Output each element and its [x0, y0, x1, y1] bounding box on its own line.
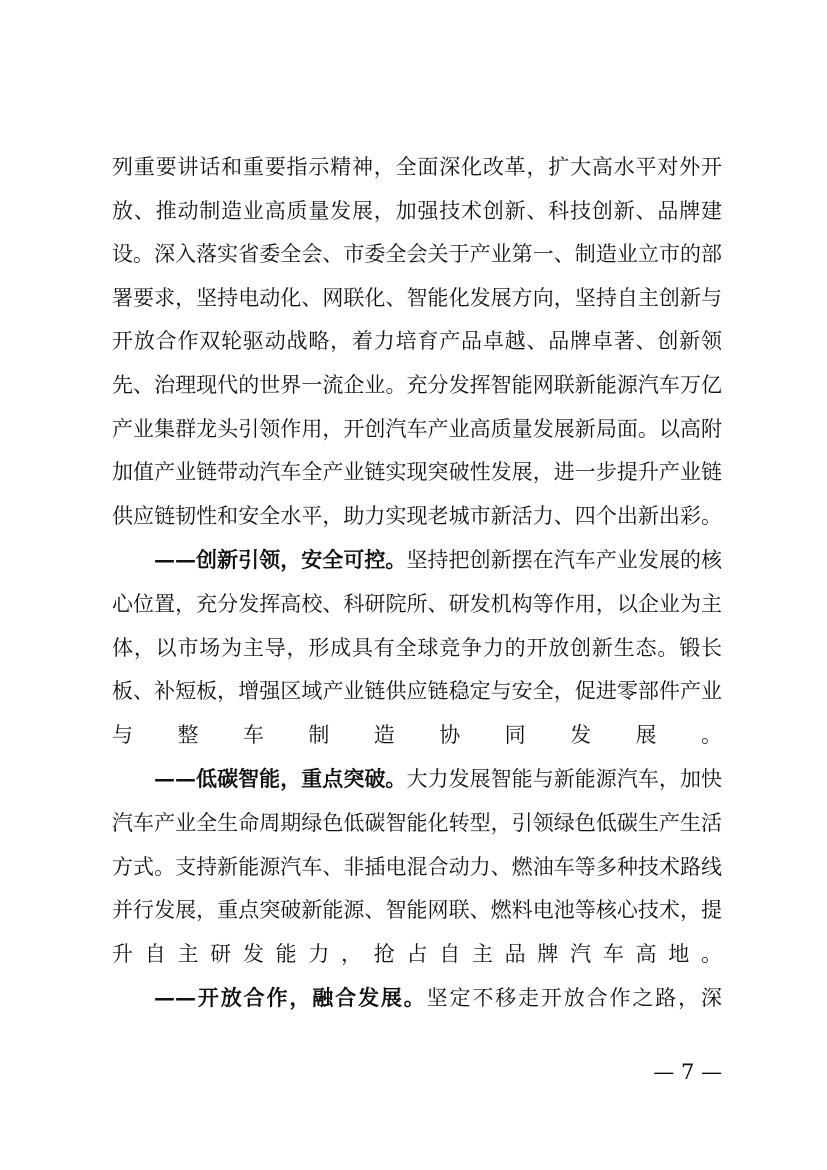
- text-line: 破性发展，进一步提升产业链供应链韧性和安全水平，助力实: [112, 460, 723, 528]
- text-line: 坚持把创新摆在汽车产业发展: [406, 548, 680, 573]
- page-number: — 7 —: [653, 1060, 722, 1084]
- text-line: 生产生活方式。支持新能源汽车、非插电混合动力、燃油车等: [112, 810, 722, 879]
- text-line: 多种技术路线并行发展，重点突破新能源、智能网联、燃料电: [112, 854, 723, 923]
- text-line: 列重要讲话和重要指示精神，全面深化改革，扩大高水平对外: [112, 155, 701, 179]
- principle-paragraph-low-carbon: [112, 757, 722, 976]
- body-text: [112, 146, 722, 1021]
- text-line: 网联新能源汽车万亿产业集群龙头引领作用，开创汽车产业高: [112, 372, 723, 441]
- text-line: 现老城市新活力、四个出新出彩。: [406, 503, 722, 528]
- principle-paragraph-open-cooperation: [112, 976, 722, 1021]
- text-line: 质量发展新局面。以高附加值产业链带动汽车全产业链实现突: [112, 416, 723, 485]
- text-line: 池等核心技术，提升自主研发能力，抢占自主品牌汽车高地。: [112, 898, 722, 966]
- text-line: 立市的部署要求，坚持电动化、网联化、智能化发展方向，坚: [112, 242, 722, 310]
- text-line: 牌建设。深入落实省委全会、市委全会关于产业第一、制造业: [112, 198, 723, 267]
- text-line: 坚定不移走开放合作之路，深: [426, 986, 723, 1011]
- principle-lead: ——创新引领，安全可控。: [154, 547, 407, 573]
- principle-lead: ——开放合作，融合发展。: [154, 985, 427, 1011]
- text-line: 企业为主体，以市场为主导，形成具有全球竞争力的开放创新: [112, 591, 722, 660]
- text-line: 加快汽车产业全生命周期绿色低碳智能化转型，引领绿色低碳: [112, 767, 723, 835]
- text-line: 牌卓著、创新领先、治理现代的世界一流企业。充分发挥智能: [112, 329, 722, 397]
- text-line: 的核心位置，充分发挥高校、科研院所、研发机构等作用，以: [112, 548, 723, 616]
- text-line: 大力发展智能与新能源汽车，: [406, 767, 680, 792]
- text-line: 生态。锻长板、补短板，增强区域产业链供应链稳定与安全，: [112, 635, 723, 704]
- paragraph-continuation: [112, 146, 722, 538]
- text-line: 开放、推动制造业高质量发展，加强技术创新、科技创新、品: [112, 155, 722, 223]
- text-line: 促进零部件产业与整车制造协同发展。: [112, 679, 723, 747]
- text-line: 持自主创新与开放合作双轮驱动战略，着力培育产品卓越、品: [112, 285, 723, 354]
- principle-lead: ——低碳智能，重点突破。: [154, 766, 407, 792]
- principle-paragraph-innovation: [112, 538, 722, 757]
